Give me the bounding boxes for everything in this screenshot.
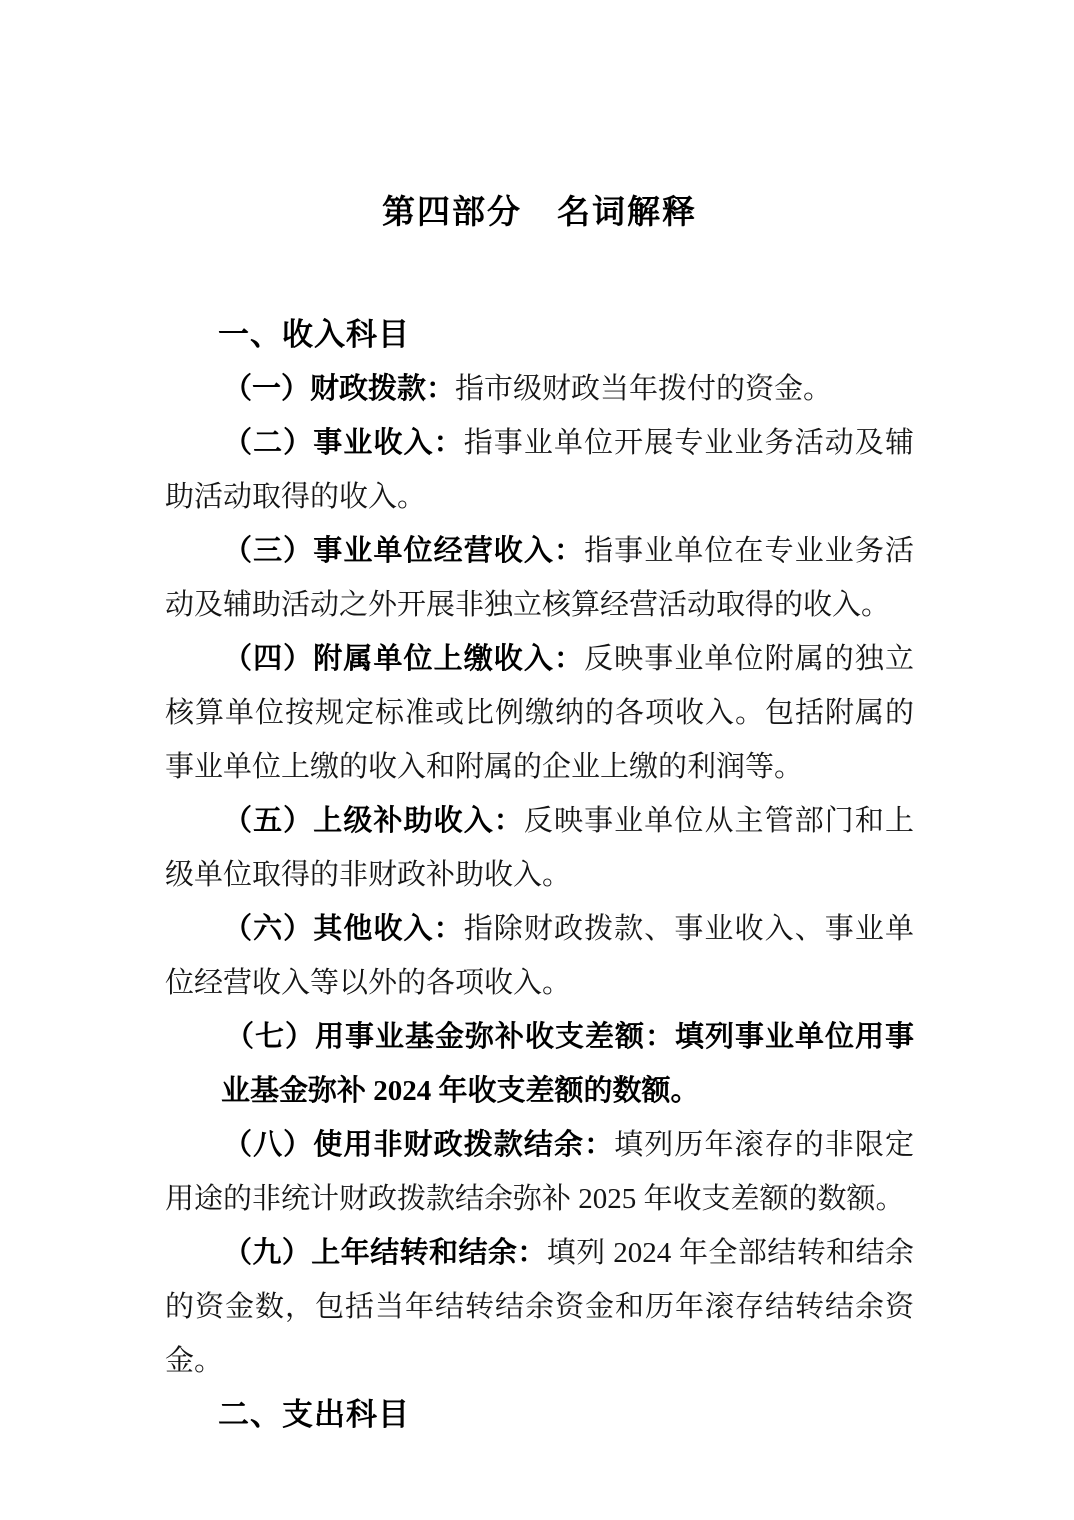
term-text: 填列历年滚存的非限定用途的非统计财政拨款结余弥补 2025 年收支差额的数额。	[165, 1129, 914, 1215]
term-item-7	[165, 1010, 914, 1118]
section-heading-income: 一、收入科目	[218, 317, 410, 352]
term-text: 指事业单位开展专业业务活动及辅助活动取得的收入。	[165, 427, 914, 513]
term-label: （六）其他收入：	[223, 913, 464, 945]
term-item-9	[165, 1226, 914, 1388]
term-text: 指除财政拨款、事业收入、事业单位经营收入等以外的各项收入。	[165, 913, 914, 999]
section-heading-expenditure: 二、支出科目	[218, 1397, 410, 1432]
term-text: 指市级财政当年拨付的资金。	[455, 373, 833, 405]
term-text: 反映事业单位附属的独立核算单位按规定标准或比例缴纳的各项收入。包括附属的事业单位上缴的收入和附属的企业上缴的利润等。	[165, 643, 914, 783]
term-item-2	[165, 416, 914, 524]
term-item-1	[165, 362, 914, 416]
term-label: （五）上级补助收入：	[223, 805, 524, 837]
term-label: （七）用事业基金弥补收支差额：	[225, 1021, 675, 1053]
term-label: （四）附属单位上缴收入：	[223, 643, 585, 675]
page-title-text: 第四部分 名词解释	[382, 193, 697, 230]
term-item-5	[165, 794, 914, 902]
page-title	[165, 190, 914, 234]
term-text: 填列 2024 年全部结转和结余的资金数，包括当年结转结余资金和历年滚存结转结余资金。	[165, 1237, 914, 1377]
term-text: 反映事业单位从主管部门和上级单位取得的非财政补助收入。	[165, 805, 914, 891]
term-item-6	[165, 902, 914, 1010]
term-label: （一）财政拨款：	[223, 373, 456, 405]
term-item-8	[165, 1118, 914, 1226]
term-label: （三）事业单位经营收入：	[223, 535, 585, 567]
term-text: 填列事业单位用事业基金弥补 2024 年收支差额的数额。	[221, 1021, 914, 1107]
term-label: （二）事业收入：	[223, 427, 464, 459]
term-label: （九）上年结转和结余：	[223, 1237, 547, 1269]
term-item-4	[165, 632, 914, 794]
term-item-3	[165, 524, 914, 632]
term-text: 指事业单位在专业业务活动及辅助活动之外开展非独立核算经营活动取得的收入。	[165, 535, 914, 621]
term-label: （八）使用非财政拨款结余：	[223, 1129, 615, 1161]
